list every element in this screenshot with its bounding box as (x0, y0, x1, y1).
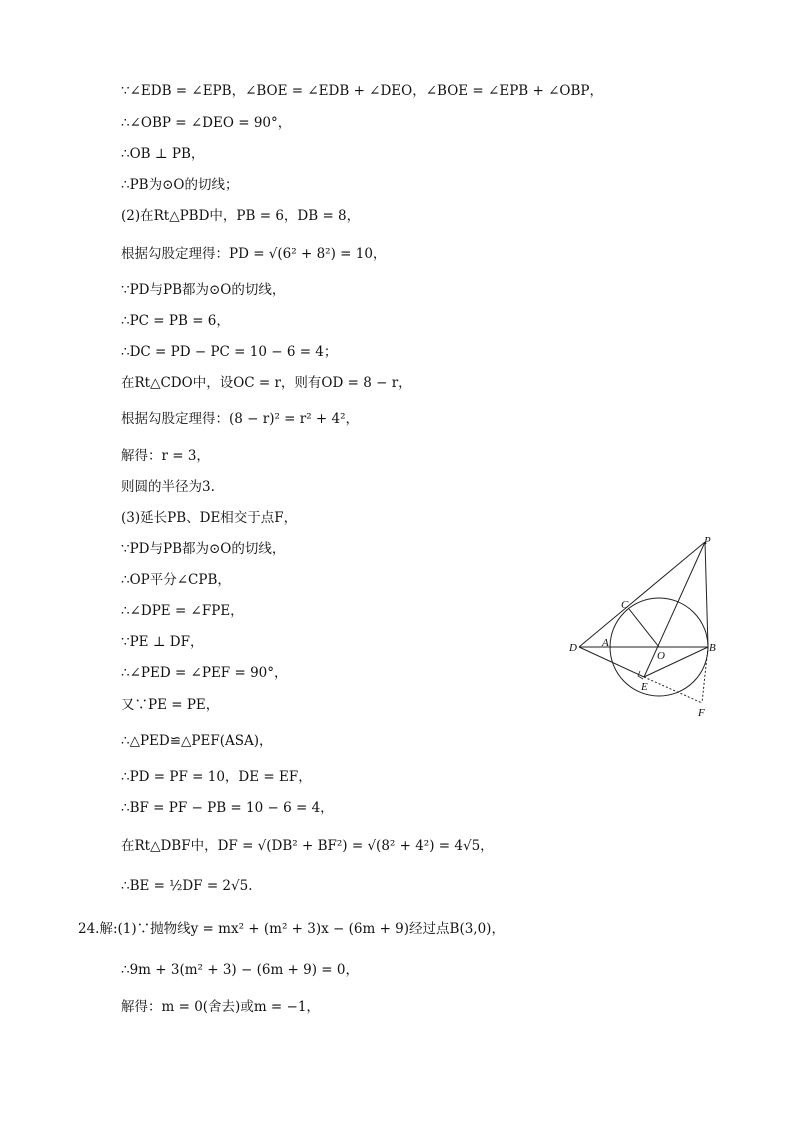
text-line: 解得：m = 0(舍去)或m = −1， (121, 999, 320, 1015)
text-line: 根据勾股定理得：PD = √(6² + 8²) = 10， (121, 246, 387, 262)
segment-pe (644, 542, 705, 677)
label-o: O (657, 650, 665, 662)
text-line: ∴PB为⊙O的切线； (121, 177, 239, 193)
text-line: 在Rt△DBF中，DF = √(DB² + BF²) = √(8² + 4²) = 4√5， (121, 838, 494, 854)
text-line: ∴9m + 3(m² + 3) − (6m + 9) = 0， (121, 962, 359, 978)
segment-pd (579, 542, 705, 647)
geometry-figure (562, 533, 732, 723)
text-line: ∵PD与PB都为⊙O的切线， (121, 541, 286, 557)
segment-oc (629, 609, 659, 647)
text-line: ∴∠PED = ∠PEF = 90°， (121, 665, 288, 681)
segment-eb (644, 647, 708, 677)
text-line: (3)延长PB、DE相交于点F， (121, 510, 298, 526)
text-line: 则圆的半径为3. (121, 479, 215, 495)
segment-de (579, 647, 644, 677)
text-line: ∴PC = PB = 6， (121, 313, 230, 329)
text-line: ∴OP平分∠CPB， (121, 572, 231, 588)
text-line: ∴∠DPE = ∠FPE， (121, 603, 244, 619)
label-p: P (704, 535, 711, 547)
label-b: B (709, 642, 716, 654)
text-line: ∵PE ⊥ DF， (121, 634, 204, 650)
text-line: ∴OB ⊥ PB， (121, 146, 205, 162)
text-line: ∴BE = ½DF = 2√5. (121, 878, 253, 894)
text-line: 在Rt△CDO中，设OC = r，则有OD = 8 − r， (121, 375, 412, 391)
text-line: 解得：r = 3， (121, 448, 210, 464)
text-line: ∵∠EDB = ∠EPB，∠BOE = ∠EDB + ∠DEO，∠BOE = ∠EPB + ∠OBP， (121, 83, 603, 99)
text-line: 根据勾股定理得：(8 − r)² = r² + 4²， (121, 411, 360, 427)
text-line: (2)在Rt△PBD中，PB = 6，DB = 8， (121, 208, 361, 224)
text-line: ∴DC = PD − PC = 10 − 6 = 4； (121, 344, 338, 360)
label-e: E (641, 681, 648, 693)
segment-bf (702, 647, 708, 703)
label-a: A (602, 637, 609, 649)
label-c: C (621, 599, 629, 611)
text-line: ∴PD = PF = 10，DE = EF， (121, 769, 312, 785)
text-line: ∴△PED≌△PEF(ASA)， (121, 733, 273, 749)
label-d: D (569, 642, 577, 654)
text-line: ∴BF = PF − PB = 10 − 6 = 4， (121, 800, 334, 816)
question-24-header: 24.解:(1)∵抛物线y = mx² + (m² + 3)x − (6m + 9)经过点B(3,0)， (78, 921, 505, 937)
segment-ef (644, 677, 702, 703)
text-line: 又∵PE = PE， (121, 697, 220, 713)
text-line: ∴∠OBP = ∠DEO = 90°， (121, 115, 292, 131)
label-f: F (698, 707, 705, 719)
text-line: ∵PD与PB都为⊙O的切线， (121, 282, 286, 298)
